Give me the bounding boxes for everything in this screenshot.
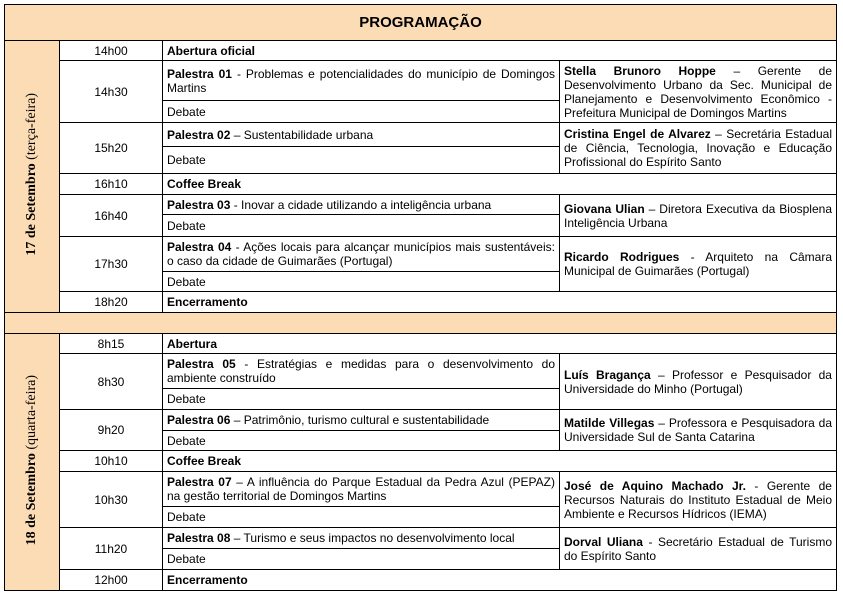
time-cell: 8h30	[60, 354, 163, 410]
day-separator	[5, 313, 837, 334]
session-title: Coffee Break	[167, 177, 242, 191]
talk-cell	[163, 410, 560, 431]
talk-title: - Ações locais para alcançar municípios mais sustentáveis: o caso da cidade de Guimarães (Portugal)	[167, 240, 555, 268]
talk-cell	[163, 237, 560, 272]
speaker-cell	[560, 472, 837, 528]
header-row	[5, 5, 837, 41]
day-date: 17 de Setembro	[24, 163, 39, 256]
day-date: 18 de Setembro	[24, 452, 39, 546]
table-row	[5, 410, 837, 431]
speaker-cell	[560, 123, 837, 174]
table-row	[5, 61, 837, 101]
table-row	[5, 354, 837, 389]
debate-cell: Debate	[163, 507, 560, 528]
speaker-name: José de Aquino Machado Jr.	[564, 478, 746, 493]
talk-title: – Sustentabilidade urbana	[230, 127, 374, 142]
time-cell: 11h20	[60, 528, 163, 570]
schedule-table	[4, 4, 837, 591]
time-cell: 9h20	[60, 410, 163, 451]
session-title: Abertura oficial	[167, 43, 256, 58]
time-cell: 10h10	[60, 451, 163, 472]
talk-cell	[163, 195, 560, 215]
debate-cell: Debate	[163, 215, 560, 237]
talk-title: – A influência do Parque Estadual da Pedra Azul (PEPAZ) na gestão territorial de Domingos Martins	[167, 475, 555, 503]
speaker-cell	[560, 528, 837, 570]
table-row	[5, 123, 837, 147]
day-label	[5, 334, 60, 591]
table-row	[5, 528, 837, 549]
speaker-name: Cristina Engel de Alvarez	[564, 127, 711, 141]
speaker-cell	[560, 195, 837, 237]
table-row	[5, 292, 837, 313]
time-cell: 14h00	[60, 41, 163, 61]
talk-cell	[163, 472, 560, 507]
session-title: Coffee Break	[167, 454, 242, 468]
talk-title: - Estratégias e medidas para o desenvolvimento do ambiente construído	[167, 357, 555, 385]
table-row	[5, 334, 837, 354]
time-cell: 18h20	[60, 292, 163, 313]
speaker-name: Dorval Uliana	[564, 534, 643, 549]
time-cell: 17h30	[60, 237, 163, 292]
talk-title: - Problemas e potencialidades do município de Domingos Martins	[167, 66, 556, 95]
speaker-role: - Gerente de Recursos Naturais do Instituto Estadual de Meio Ambiente e Recursos Hídricos (IEMA)	[564, 478, 832, 521]
time-cell: 10h30	[60, 472, 163, 528]
speaker-cell	[560, 410, 837, 451]
time-cell: 15h20	[60, 123, 163, 174]
table-row	[5, 174, 837, 195]
speaker-role: - Secretário Estadual de Turismo do Espírito Santo	[564, 534, 832, 563]
talk-title: – Patrimônio, turismo cultural e sustentabilidade	[230, 413, 490, 427]
speaker-name: Luís Bragança	[564, 367, 651, 382]
talk-label: Palestra 01	[167, 66, 232, 81]
speaker-name: Giovana Ulian	[564, 201, 645, 216]
table-row	[5, 195, 837, 215]
debate-cell: Debate	[163, 101, 560, 123]
speaker-role: - Arquiteto na Câmara Municipal de Guimarães (Portugal)	[564, 250, 832, 278]
session-title: Encerramento	[167, 295, 248, 309]
speaker-role: – Diretora Executiva da Biosplena Inteligência Urbana	[564, 201, 832, 230]
table-row	[5, 451, 837, 472]
talk-title: - Inovar a cidade utilizando a inteligência urbana	[230, 197, 492, 212]
speaker-cell	[560, 237, 837, 292]
talk-title: – Turismo e seus impactos no desenvolvimento local	[230, 531, 515, 545]
talk-cell	[163, 354, 560, 389]
speaker-role: – Professora e Pesquisadora da Universidade Sul de Santa Catarina	[564, 416, 833, 444]
speaker-cell	[560, 61, 837, 123]
talk-label: Palestra 03	[167, 197, 231, 212]
debate-cell: Debate	[163, 389, 560, 410]
session-title: Abertura	[167, 336, 218, 351]
day-label	[5, 41, 60, 313]
time-cell: 12h00	[60, 570, 163, 591]
speaker-role: – Secretária Estadual de Ciência, Tecnologia, Inovação e Educação Profissional do Espírito Santo	[564, 127, 832, 169]
day-weekday: (terça-feira)	[24, 93, 39, 161]
day-weekday: (quarta-feira)	[24, 374, 39, 450]
time-cell: 16h10	[60, 174, 163, 195]
schedule-container	[4, 4, 836, 591]
time-cell: 16h40	[60, 195, 163, 237]
speaker-name: Matilde Villegas	[564, 416, 655, 430]
talk-label: Palestra 07	[167, 475, 232, 489]
debate-cell: Debate	[163, 147, 560, 174]
talk-label: Palestra 04	[167, 240, 232, 254]
table-row	[5, 41, 837, 61]
talk-label: Palestra 06	[167, 413, 231, 427]
speaker-cell	[560, 354, 837, 410]
session-title: Encerramento	[167, 573, 248, 587]
talk-label: Palestra 08	[167, 531, 231, 545]
speaker-role: – Gerente de Desenvolvimento Urbano da Sec. Municipal de Planejamento e Desenvolvimento Econômico - Prefeitura Municipal de Domingos Martins	[564, 63, 833, 120]
time-cell: 14h30	[60, 61, 163, 123]
speaker-name: Stella Brunoro Hoppe	[564, 63, 716, 78]
table-row	[5, 472, 837, 507]
speaker-role: – Professor e Pesquisador da Universidade do Minho (Portugal)	[564, 367, 832, 396]
debate-cell: Debate	[163, 549, 560, 570]
talk-label: Palestra 02	[167, 127, 231, 142]
table-row	[5, 570, 837, 591]
time-cell: 8h15	[60, 334, 163, 354]
page-title: PROGRAMAÇÃO	[5, 5, 837, 41]
talk-cell	[163, 61, 560, 101]
debate-cell: Debate	[163, 272, 560, 292]
speaker-name: Ricardo Rodrigues	[564, 250, 680, 264]
talk-cell	[163, 528, 560, 549]
debate-cell: Debate	[163, 431, 560, 451]
talk-label: Palestra 05	[167, 357, 236, 371]
talk-cell	[163, 123, 560, 147]
table-row	[5, 237, 837, 272]
